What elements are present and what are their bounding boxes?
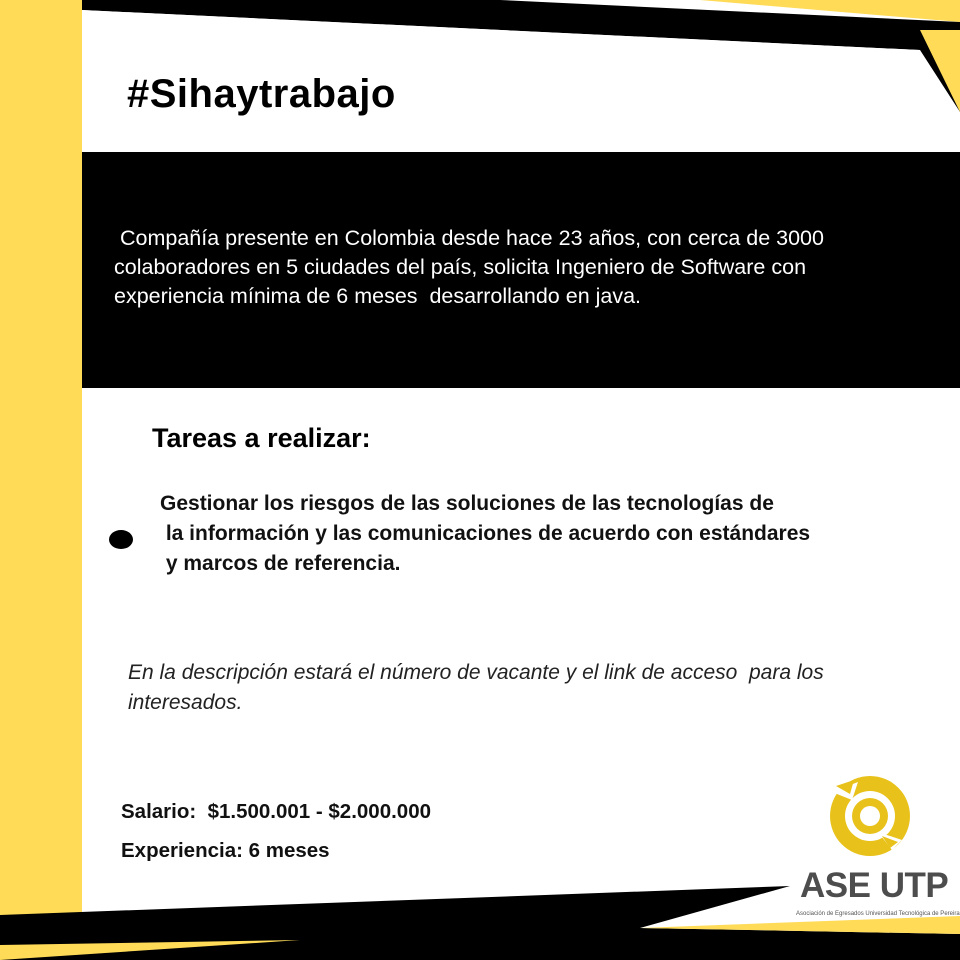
salary-label: Salario: $1.500.001 - $2.000.000	[121, 800, 432, 823]
task-line: la información y las comunicaciones de acuerdo con estándares	[160, 522, 811, 545]
task-item	[160, 489, 920, 579]
vacancy-note	[128, 658, 928, 718]
company-description	[114, 224, 924, 311]
task-line: y marcos de referencia.	[160, 552, 401, 575]
left-yellow-strip	[0, 0, 82, 960]
description-line: colaboradores en 5 ciudades del país, solicita Ingeniero de Software con	[114, 255, 807, 279]
description-line: Compañía presente en Colombia desde hace 23 años, con cerca de 3000	[114, 226, 824, 250]
experience-label: Experiencia: 6 meses	[121, 839, 330, 862]
task-line: Gestionar los riesgos de las soluciones de las tecnologías de	[160, 492, 774, 515]
logo-tagline: Asociación de Egresados Universidad Tecnológica de Pereira	[796, 911, 960, 917]
logo-wordmark: ASE UTP	[800, 866, 949, 905]
aseutp-logo	[780, 770, 960, 930]
page-title: #Sihaytrabajo	[127, 72, 396, 116]
logo-emblem-icon	[780, 770, 950, 870]
note-line: interesados.	[128, 691, 243, 714]
tasks-heading: Tareas a realizar:	[152, 423, 371, 453]
description-line: experiencia mínima de 6 meses desarrollando en java.	[114, 284, 642, 308]
note-line: En la descripción estará el número de vacante y el link de acceso para los	[128, 661, 824, 684]
bullet-icon	[109, 530, 133, 549]
